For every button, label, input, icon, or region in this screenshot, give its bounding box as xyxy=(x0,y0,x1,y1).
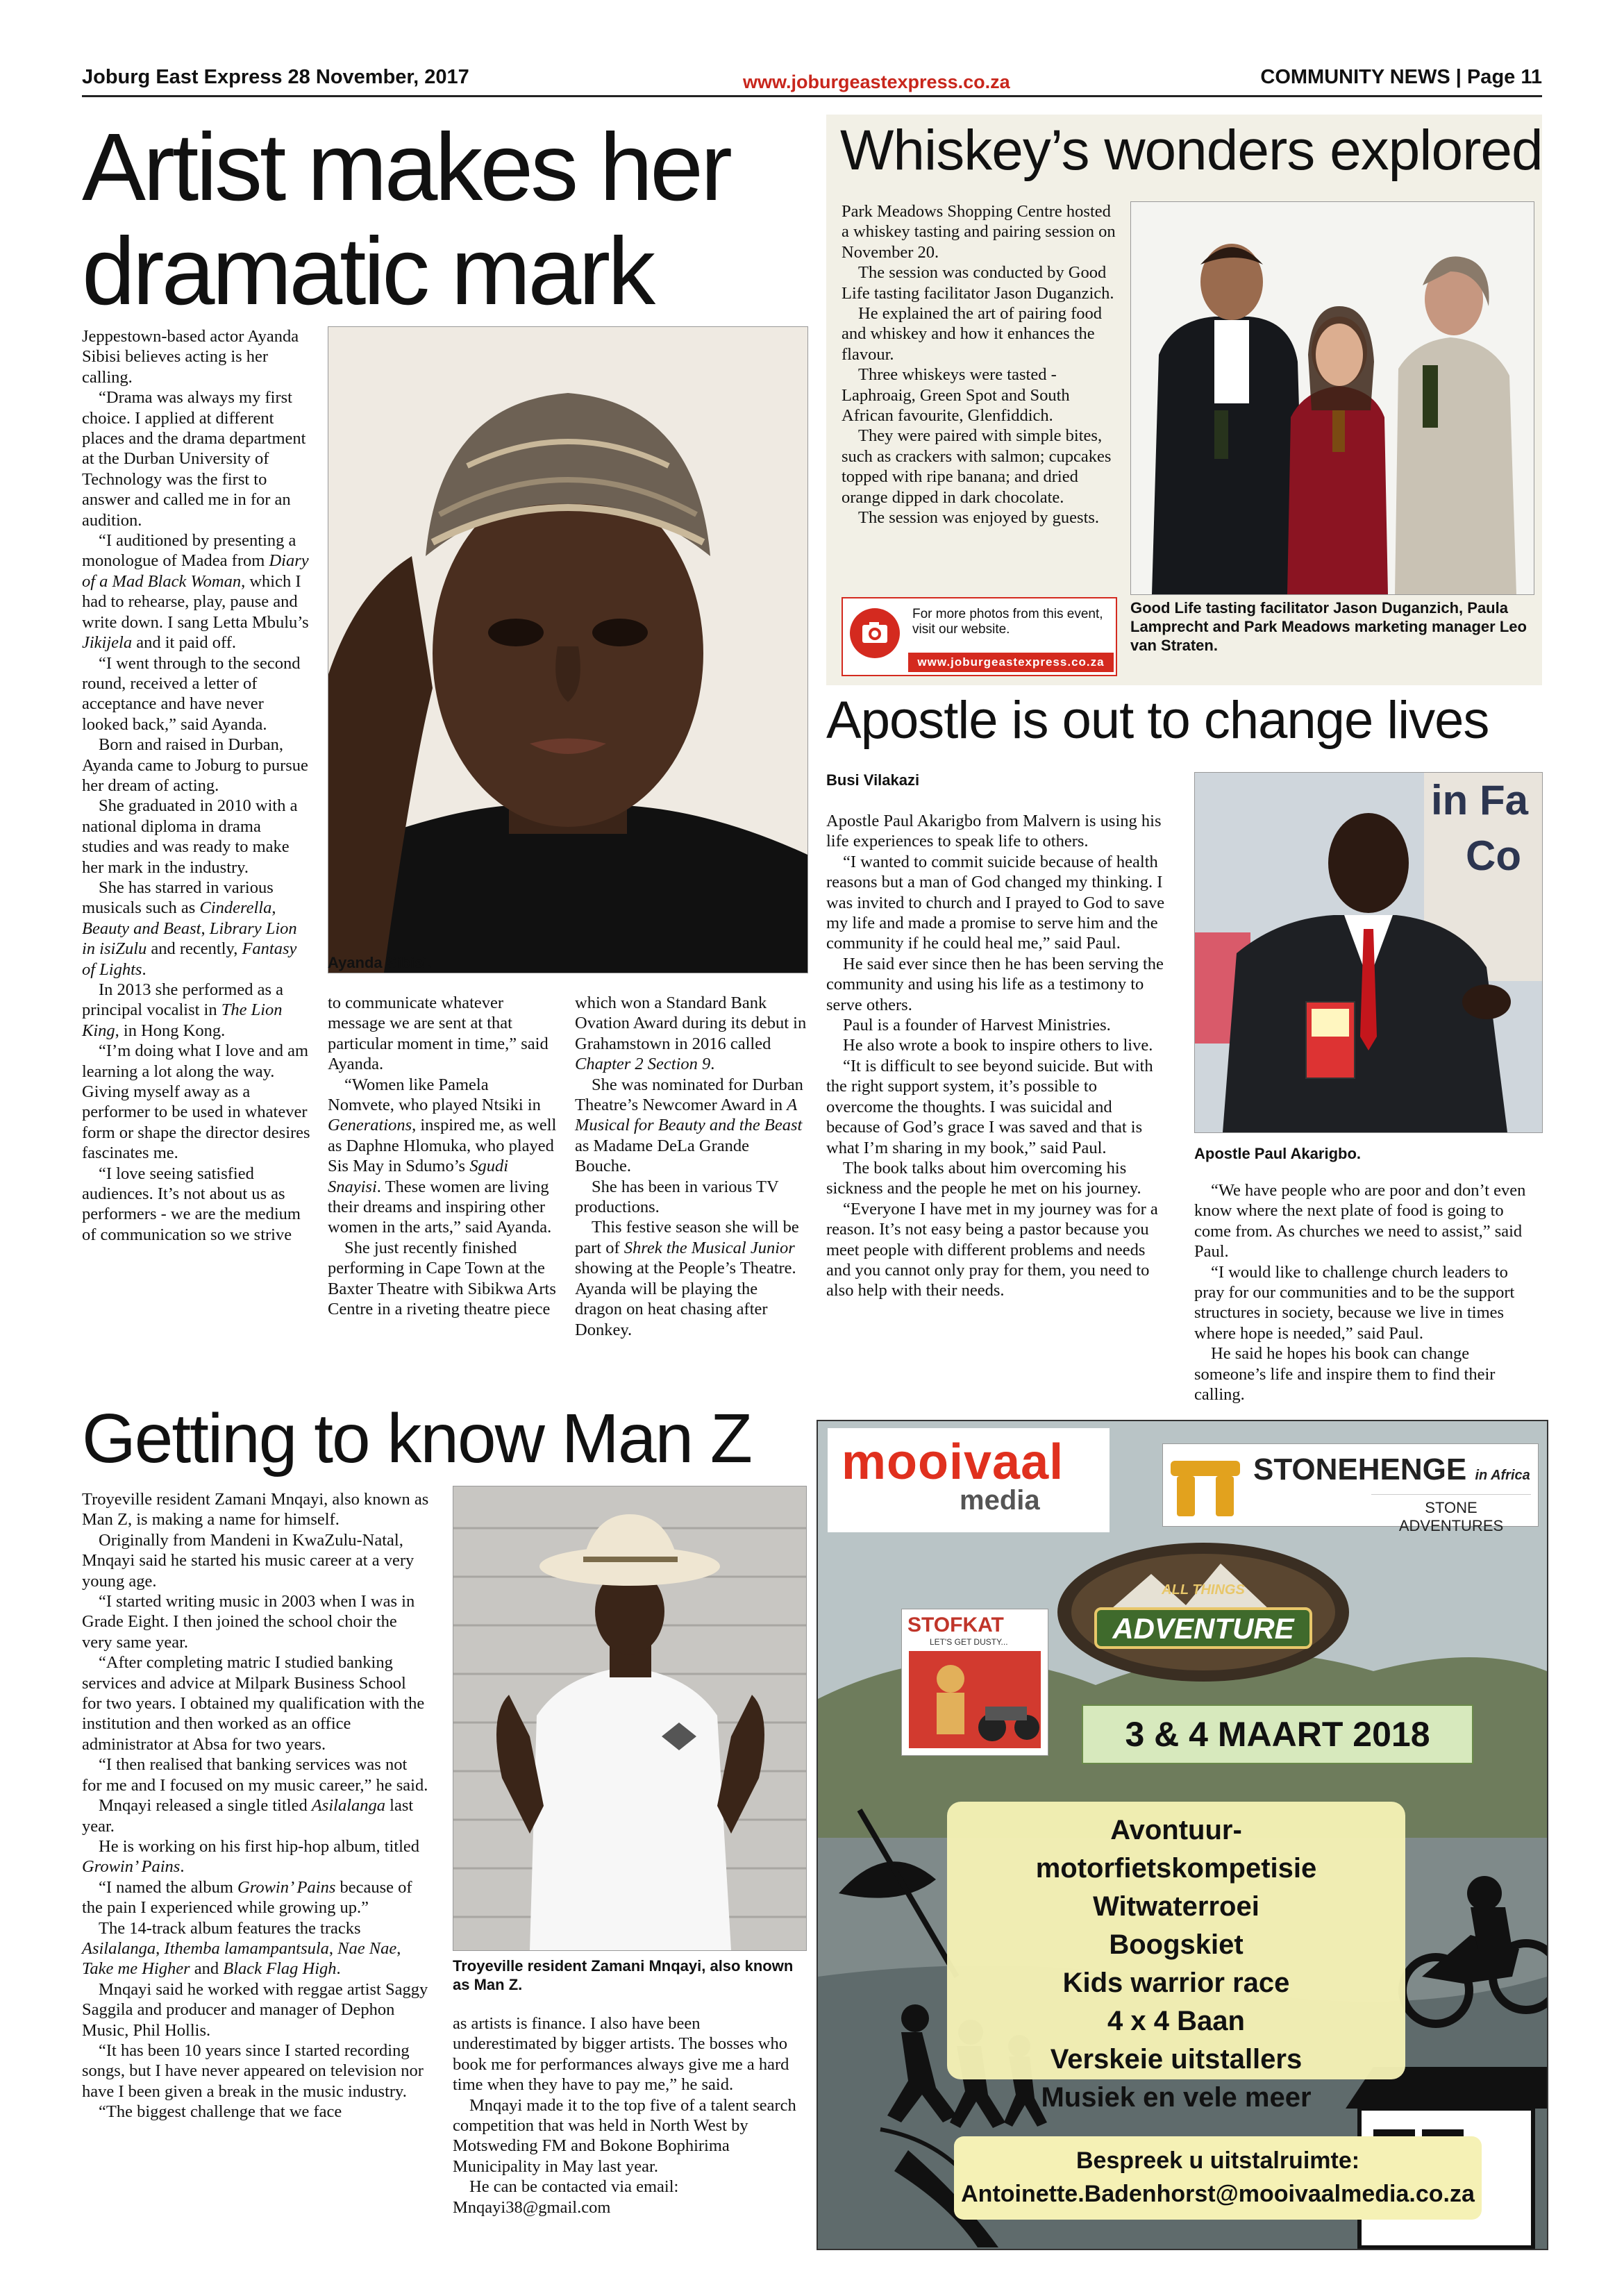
booking-line-1: Bespreek u uitstalruimte: xyxy=(1075,2147,1360,2174)
event-item: Witwaterroei xyxy=(1093,1891,1259,1922)
booking-email[interactable]: Antoinette.Badenhorst@mooivaalmedia.co.za xyxy=(961,2181,1475,2207)
artist-headline-2: dramatic mark xyxy=(82,218,653,325)
manz-column-2: as artists is finance. I also have been underestimated by bigger artists. The bosses who book me for performances always give me a hard time when they have to pay me,” he said. Mnqayi made it to the top five of a talent search competition that was held in North West by Motsweding FM and Bokone Bophirima Municipality in May last year. He can be contacted via email: Mnqayi38@gmail.com xyxy=(453,2014,796,2217)
event-item: motorfietskompetisie xyxy=(1035,1853,1317,1884)
apostle-caption: Apostle Paul Akarigbo. xyxy=(1194,1145,1362,1162)
svg-text:Co: Co xyxy=(1466,832,1521,879)
artist-column-1: Jeppestown-based actor Ayanda Sibisi believes acting is her calling. “Drama was always my first choice. I applied at different places and the drama department at the Durban University of Technology was the first to answer and called me in for an audition. “I auditioned by presenting a monologue of Madea from Diary of a Mad Black Woman, which I had to rehearse, play, pause and write down. I sang Letta Mbulu’s Jikijela and it paid off. “I went through to the second round, received a letter of acceptance and have never looked back,” said Ayanda. Born and raised in Durban, Ayanda came to Joburg to pursue her dream of acting. She graduated in 2010 with a national diploma in drama studies and was ready to make her mark in the industry. She has starred in various musicals such as Cinderella, Beauty and Beast, Library Lion in isiZulu and recently, Fantasy of Lights. In 2013 she performed as a principal vocalist in The Lion King, in Hong Kong. “I’m doing what I love and am learning a lot along the way. Giving myself away as a performer to be used in whatever form or shape the director desires fascinates me. “I love seeing satisfied audiences. It’s not about us as performers - we are the medium of communication so we strive xyxy=(82,327,310,1244)
stofkat-name: STOFKAT xyxy=(907,1614,1004,1636)
whiskey-body: Park Meadows Shopping Centre hosted a whiskey tasting and pairing session on November 20. The session was conducted by Good Life tasting facilitator Jason Duganzich. He explained the art of pairing food and whiskey and how it enhances the flavour. Three whiskeys were tasted - Laphroaig, Green Spot and South African favourite, Glenfiddich. They were paired with simple bites, such as crackers with salmon; cupcakes topped with ripe banana; and dried orange dipped in dark chocolate. The session was enjoyed by guests. xyxy=(842,202,1116,528)
svg-text:in Fa: in Fa xyxy=(1431,777,1529,823)
apostle-column-2: “We have people who are poor and don’t even know where the next plate of food is going to come from. As churches we need to assist,” said Paul. “I would like to challenge church leaders to pray for our communities and to be the support structures in society, because we live in times where hope is needed,” said Paul. He said he hopes his book can change someone’s life and inspire them to find their calling. xyxy=(1194,1181,1526,1405)
whiskey-headline: Whiskey’s wonders explored xyxy=(840,119,1543,182)
apostle-byline: Busi Vilakazi xyxy=(826,771,920,789)
event-date: 3 & 4 MAART 2018 xyxy=(1082,1704,1473,1764)
artist-column-3: which won a Standard Bank Ovation Award during its debut in Grahamstown in 2016 called Chapter 2 Section 9. She was nominated for Durban Theatre’s Newcomer Award in A Musical for Beauty and the Beast as Madame DeLa Grande Bouche. She has been in various TV productions. This festive season she will be part of Shrek the Musical Junior showing at the People’s Theatre. Ayanda will be playing the dragon on heat chasing after Donkey. xyxy=(575,994,807,1339)
mooivaal-media: media xyxy=(960,1485,1040,1516)
stofkat-icon xyxy=(909,1651,1041,1748)
booking-box[interactable] xyxy=(954,2136,1482,2220)
mooivaal-logo xyxy=(828,1428,1110,1532)
stonehenge-icon xyxy=(1167,1448,1244,1518)
promo-text: For more photos from this event, visit our website. xyxy=(912,607,1103,637)
manz-photo xyxy=(453,1486,807,1951)
adventure-badge xyxy=(1054,1539,1353,1685)
apostle-photo xyxy=(1194,772,1543,1133)
badge-main: ADVENTURE xyxy=(1112,1612,1294,1645)
stofkat-sub: LET'S GET DUSTY... xyxy=(930,1637,1008,1647)
masthead-rule xyxy=(82,95,1542,97)
event-item: Verskeie uitstallers xyxy=(1050,2044,1303,2075)
manz-portrait-illustration xyxy=(453,1486,806,1950)
whiskey-caption: Good Life tasting facilitator Jason Duganzich, Paula Lamprecht and Park Meadows marketing manager Leo van Straten. xyxy=(1130,599,1527,654)
advertisement[interactable] xyxy=(817,1420,1548,2250)
manz-caption: Troyeville resident Zamani Mnqayi, also known as Man Z. xyxy=(453,1957,794,1993)
manz-column-1: Troyeville resident Zamani Mnqayi, also known as Man Z, is making a name for himself. Originally from Mandeni in KwaZulu-Natal, Mnqayi said he started his music career at a very young age. “I started writing music in 2003 when I was in Grade Eight. I then joined the school choir the very same year. “After completing matric I studied banking services and advice at Milpark Business School for two years. I obtained my qualification with the institution and then worked as an office administrator at Absa for two years. “I then realised that banking services was not for me and I focused on my music career,” he said. Mnqayi released a single titled Asilalanga last year. He is working on his first hip-hop album, titled Growin’ Pains. “I named the album Growin’ Pains because of the pain I experienced while growing up.” The 14-track album features the tracks Asilalanga, Ithemba lamampantsula, Nae Nae, Take me Higher and Black Flag High. Mnqayi said he worked with reggae artist Saggy Saggila and producer and manager of Dephon Music, Phil Hollis. “It has been 10 years since I started recording songs, but I have never appeared on television nor have I been given a break in the music industry. “The biggest challenge that we face xyxy=(82,1490,429,2122)
event-item-last: Musiek en vele meer xyxy=(1041,2082,1312,2113)
stonehenge-name: STONEHENGE in Africa xyxy=(1253,1452,1530,1486)
masthead-right: COMMUNITY NEWS | Page 11 xyxy=(1260,66,1542,88)
website-promo[interactable] xyxy=(842,597,1117,676)
whiskey-photo xyxy=(1130,201,1534,595)
masthead-left: Joburg East Express 28 November, 2017 xyxy=(82,66,469,88)
artist-headline-1: Artist makes her xyxy=(82,114,730,221)
badge-top: ALL THINGS xyxy=(1162,1582,1245,1598)
artist-column-2: to communicate whatever message we are sent at that particular moment in time,” said Ayanda. “Women like Pamela Nomvete, who played Ntsiki in Generations, inspired me, as well as Daphne Hlomuka, who played Sis May in Sdumo’s Sgudi Snayisi. These women are living their dreams and inspiring other women in the arts,” said Ayanda. She just recently finished performing in Cape Town at the Baxter Theatre with Sibikwa Arts Centre in a riveting theatre piece xyxy=(328,994,557,1319)
stonehenge-sub: STONE ADVENTURES xyxy=(1371,1494,1531,1535)
mooivaal-brand: mooivaal xyxy=(842,1434,1064,1490)
artist-photo xyxy=(328,326,808,973)
stofkat-logo xyxy=(901,1609,1048,1756)
apostle-portrait-illustration xyxy=(1195,773,1542,1132)
stonehenge-logo xyxy=(1162,1443,1539,1534)
promo-url[interactable]: www.joburgeastexpress.co.za xyxy=(908,653,1114,672)
artist-caption: Ayanda Sibisi. xyxy=(328,954,432,971)
event-item: Avontuur- xyxy=(1110,1815,1242,1845)
events-list xyxy=(947,1811,1405,2079)
masthead-url[interactable]: www.joburgeastexpress.co.za xyxy=(743,72,1010,92)
event-item: 4 x 4 Baan xyxy=(1107,2006,1245,2036)
whiskey-group-illustration xyxy=(1131,202,1534,594)
manz-headline: Getting to know Man Z xyxy=(82,1400,752,1477)
event-item: Boogskiet xyxy=(1109,1929,1244,1960)
camera-icon xyxy=(850,608,900,658)
apostle-column-1: Apostle Paul Akarigbo from Malvern is using his life experiences to speak life to others. “I wanted to commit suicide because of health reasons but a man of God changed my thinking. I was invited to church and I prayed to God to save my life and made a promise to serve him and the community if he could heal me,” said Paul. He said ever since then he has been serving the community and using his life as a testimony to serve others. Paul is a founder of Harvest Ministries. He also wrote a book to inspire others to live. “It is difficult to see beyond suicide. But with the right support system, it’s possible to overcome the thoughts. I was suicidal and because of God’s grace I was saved and that is what I’m sharing in my book,” said Paul. The book talks about him overcoming his sickness and the people he met on his journey. “Everyone I have met in my journey was for a reason. It’s not easy being a pastor because you meet people with different problems and needs and you cannot only pray for them, you need to also help with their needs. xyxy=(826,812,1165,1300)
artist-portrait-illustration xyxy=(328,327,807,973)
apostle-headline: Apostle is out to change lives xyxy=(826,691,1489,750)
event-item: Kids warrior race xyxy=(1062,1968,1290,1998)
